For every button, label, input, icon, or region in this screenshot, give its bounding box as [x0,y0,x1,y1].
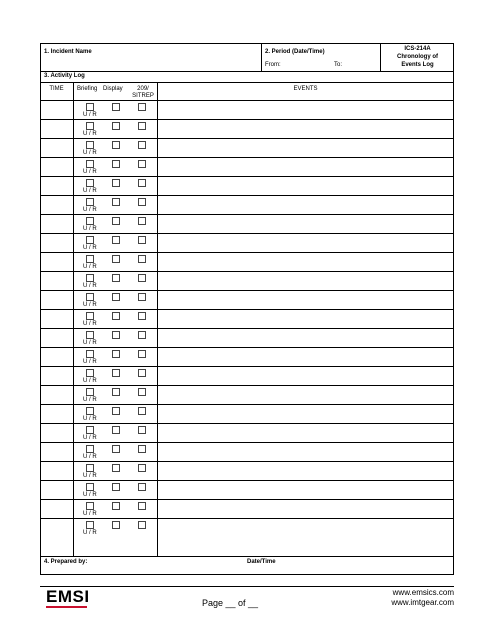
row-divider [40,423,454,424]
row-divider [40,404,454,405]
briefing-checkbox[interactable] [86,388,94,396]
prepared-line [40,556,454,557]
sitrep-checkbox[interactable] [138,350,146,358]
form-title-line1: Chronology of [397,54,438,60]
row-divider [40,138,454,139]
row-ur-marker: U / R [83,188,97,194]
display-checkbox[interactable] [112,217,120,225]
row-ur-marker: U / R [83,397,97,403]
briefing-checkbox[interactable] [86,350,94,358]
sitrep-checkbox[interactable] [138,369,146,377]
row-divider [40,480,454,481]
period-label: 2. Period (Date/Time) [265,49,325,55]
briefing-checkbox[interactable] [86,236,94,244]
row-divider [40,366,454,367]
briefing-checkbox[interactable] [86,312,94,320]
row-ur-marker: U / R [83,454,97,460]
display-checkbox[interactable] [112,103,120,111]
sitrep-checkbox[interactable] [138,521,146,529]
row-divider [40,252,454,253]
sitrep-checkbox[interactable] [138,407,146,415]
display-checkbox[interactable] [112,331,120,339]
col-display-header: Display [103,86,123,92]
website-url-2[interactable]: www.imtgear.com [391,598,454,607]
row-divider [40,309,454,310]
row-divider [40,328,454,329]
sitrep-checkbox[interactable] [138,312,146,320]
sitrep-checkbox[interactable] [138,179,146,187]
sitrep-checkbox[interactable] [138,103,146,111]
column-header-line [40,100,454,101]
activity-line [40,82,454,83]
col-sitrep-header-2: SITREP [132,93,154,99]
to-label: To: [334,62,343,68]
briefing-checkbox[interactable] [86,198,94,206]
row-ur-marker: U / R [83,150,97,156]
briefing-checkbox[interactable] [86,103,94,111]
display-checkbox[interactable] [112,521,120,529]
sitrep-checkbox[interactable] [138,217,146,225]
briefing-checkbox[interactable] [86,179,94,187]
row-ur-marker: U / R [83,340,97,346]
sitrep-checkbox[interactable] [138,464,146,472]
row-divider [40,461,454,462]
sitrep-checkbox[interactable] [138,274,146,282]
col-briefing-header: Briefing [77,86,98,92]
sitrep-checkbox[interactable] [138,198,146,206]
sitrep-checkbox[interactable] [138,236,146,244]
display-checkbox[interactable] [112,122,120,130]
sitrep-checkbox[interactable] [138,502,146,510]
display-checkbox[interactable] [112,141,120,149]
sitrep-checkbox[interactable] [138,255,146,263]
page-number-text: Page __ of __ [202,598,259,608]
row-divider [40,347,454,348]
display-checkbox[interactable] [112,388,120,396]
website-url-1[interactable]: www.emsics.com [392,588,454,597]
row-ur-marker: U / R [83,112,97,118]
row-ur-marker: U / R [83,492,97,498]
col-divider-events [157,82,158,556]
display-checkbox[interactable] [112,293,120,301]
row-ur-marker: U / R [83,264,97,270]
row-ur-marker: U / R [83,473,97,479]
sitrep-checkbox[interactable] [138,426,146,434]
row-ur-marker: U / R [83,321,97,327]
briefing-checkbox[interactable] [86,255,94,263]
briefing-checkbox[interactable] [86,122,94,130]
briefing-checkbox[interactable] [86,502,94,510]
activity-log-label: 3. Activity Log [44,73,85,79]
display-checkbox[interactable] [112,445,120,453]
form-id: ICS-214A [404,46,431,52]
briefing-checkbox[interactable] [86,521,94,529]
row-ur-marker: U / R [83,511,97,517]
sitrep-checkbox[interactable] [138,445,146,453]
briefing-checkbox[interactable] [86,160,94,168]
row-divider [40,385,454,386]
sitrep-checkbox[interactable] [138,293,146,301]
row-divider [40,233,454,234]
briefing-checkbox[interactable] [86,426,94,434]
row-ur-marker: U / R [83,416,97,422]
row-ur-marker: U / R [83,283,97,289]
briefing-checkbox[interactable] [86,483,94,491]
header-divider-1 [261,43,262,71]
display-checkbox[interactable] [112,274,120,282]
emsi-logo: EMSI [46,587,90,606]
display-checkbox[interactable] [112,407,120,415]
display-checkbox[interactable] [112,160,120,168]
sitrep-checkbox[interactable] [138,388,146,396]
display-checkbox[interactable] [112,369,120,377]
header-bottom-line [40,71,454,72]
row-ur-marker: U / R [83,207,97,213]
display-checkbox[interactable] [112,502,120,510]
emsi-logo-underline [46,606,87,608]
row-divider [40,290,454,291]
row-ur-marker: U / R [83,169,97,175]
sitrep-checkbox[interactable] [138,331,146,339]
display-checkbox[interactable] [112,312,120,320]
col-divider-time [73,82,74,556]
incident-name-label: 1. Incident Name [44,49,92,55]
row-divider [40,195,454,196]
row-divider [40,214,454,215]
briefing-checkbox[interactable] [86,217,94,225]
form-title-line2: Events Log [401,62,434,68]
briefing-checkbox[interactable] [86,407,94,415]
briefing-checkbox[interactable] [86,464,94,472]
footer-line [40,586,454,587]
row-ur-marker: U / R [83,302,97,308]
row-ur-marker: U / R [83,435,97,441]
row-ur-marker: U / R [83,226,97,232]
sitrep-checkbox[interactable] [138,141,146,149]
sitrep-checkbox[interactable] [138,483,146,491]
row-ur-marker: U / R [83,359,97,365]
datetime-label: Date/Time [247,559,276,565]
row-divider [40,271,454,272]
sitrep-checkbox[interactable] [138,160,146,168]
col-sitrep-header-1: 209/ [137,86,149,92]
row-divider [40,442,454,443]
display-checkbox[interactable] [112,426,120,434]
sitrep-checkbox[interactable] [138,122,146,130]
row-ur-marker: U / R [83,530,97,536]
briefing-checkbox[interactable] [86,141,94,149]
from-label: From: [265,62,281,68]
display-checkbox[interactable] [112,236,120,244]
row-ur-marker: U / R [83,378,97,384]
briefing-checkbox[interactable] [86,331,94,339]
display-checkbox[interactable] [112,179,120,187]
col-events-header: EVENTS [293,86,318,92]
row-divider [40,518,454,519]
briefing-checkbox[interactable] [86,274,94,282]
briefing-checkbox[interactable] [86,445,94,453]
row-divider [40,499,454,500]
display-checkbox[interactable] [112,198,120,206]
row-ur-marker: U / R [83,131,97,137]
prepared-by-label: 4. Prepared by: [44,559,88,565]
row-divider [40,176,454,177]
display-checkbox[interactable] [112,255,120,263]
row-divider [40,157,454,158]
briefing-checkbox[interactable] [86,293,94,301]
display-checkbox[interactable] [112,483,120,491]
display-checkbox[interactable] [112,464,120,472]
row-divider [40,119,454,120]
briefing-checkbox[interactable] [86,369,94,377]
display-checkbox[interactable] [112,350,120,358]
row-ur-marker: U / R [83,245,97,251]
col-time-header: TIME [49,86,64,92]
